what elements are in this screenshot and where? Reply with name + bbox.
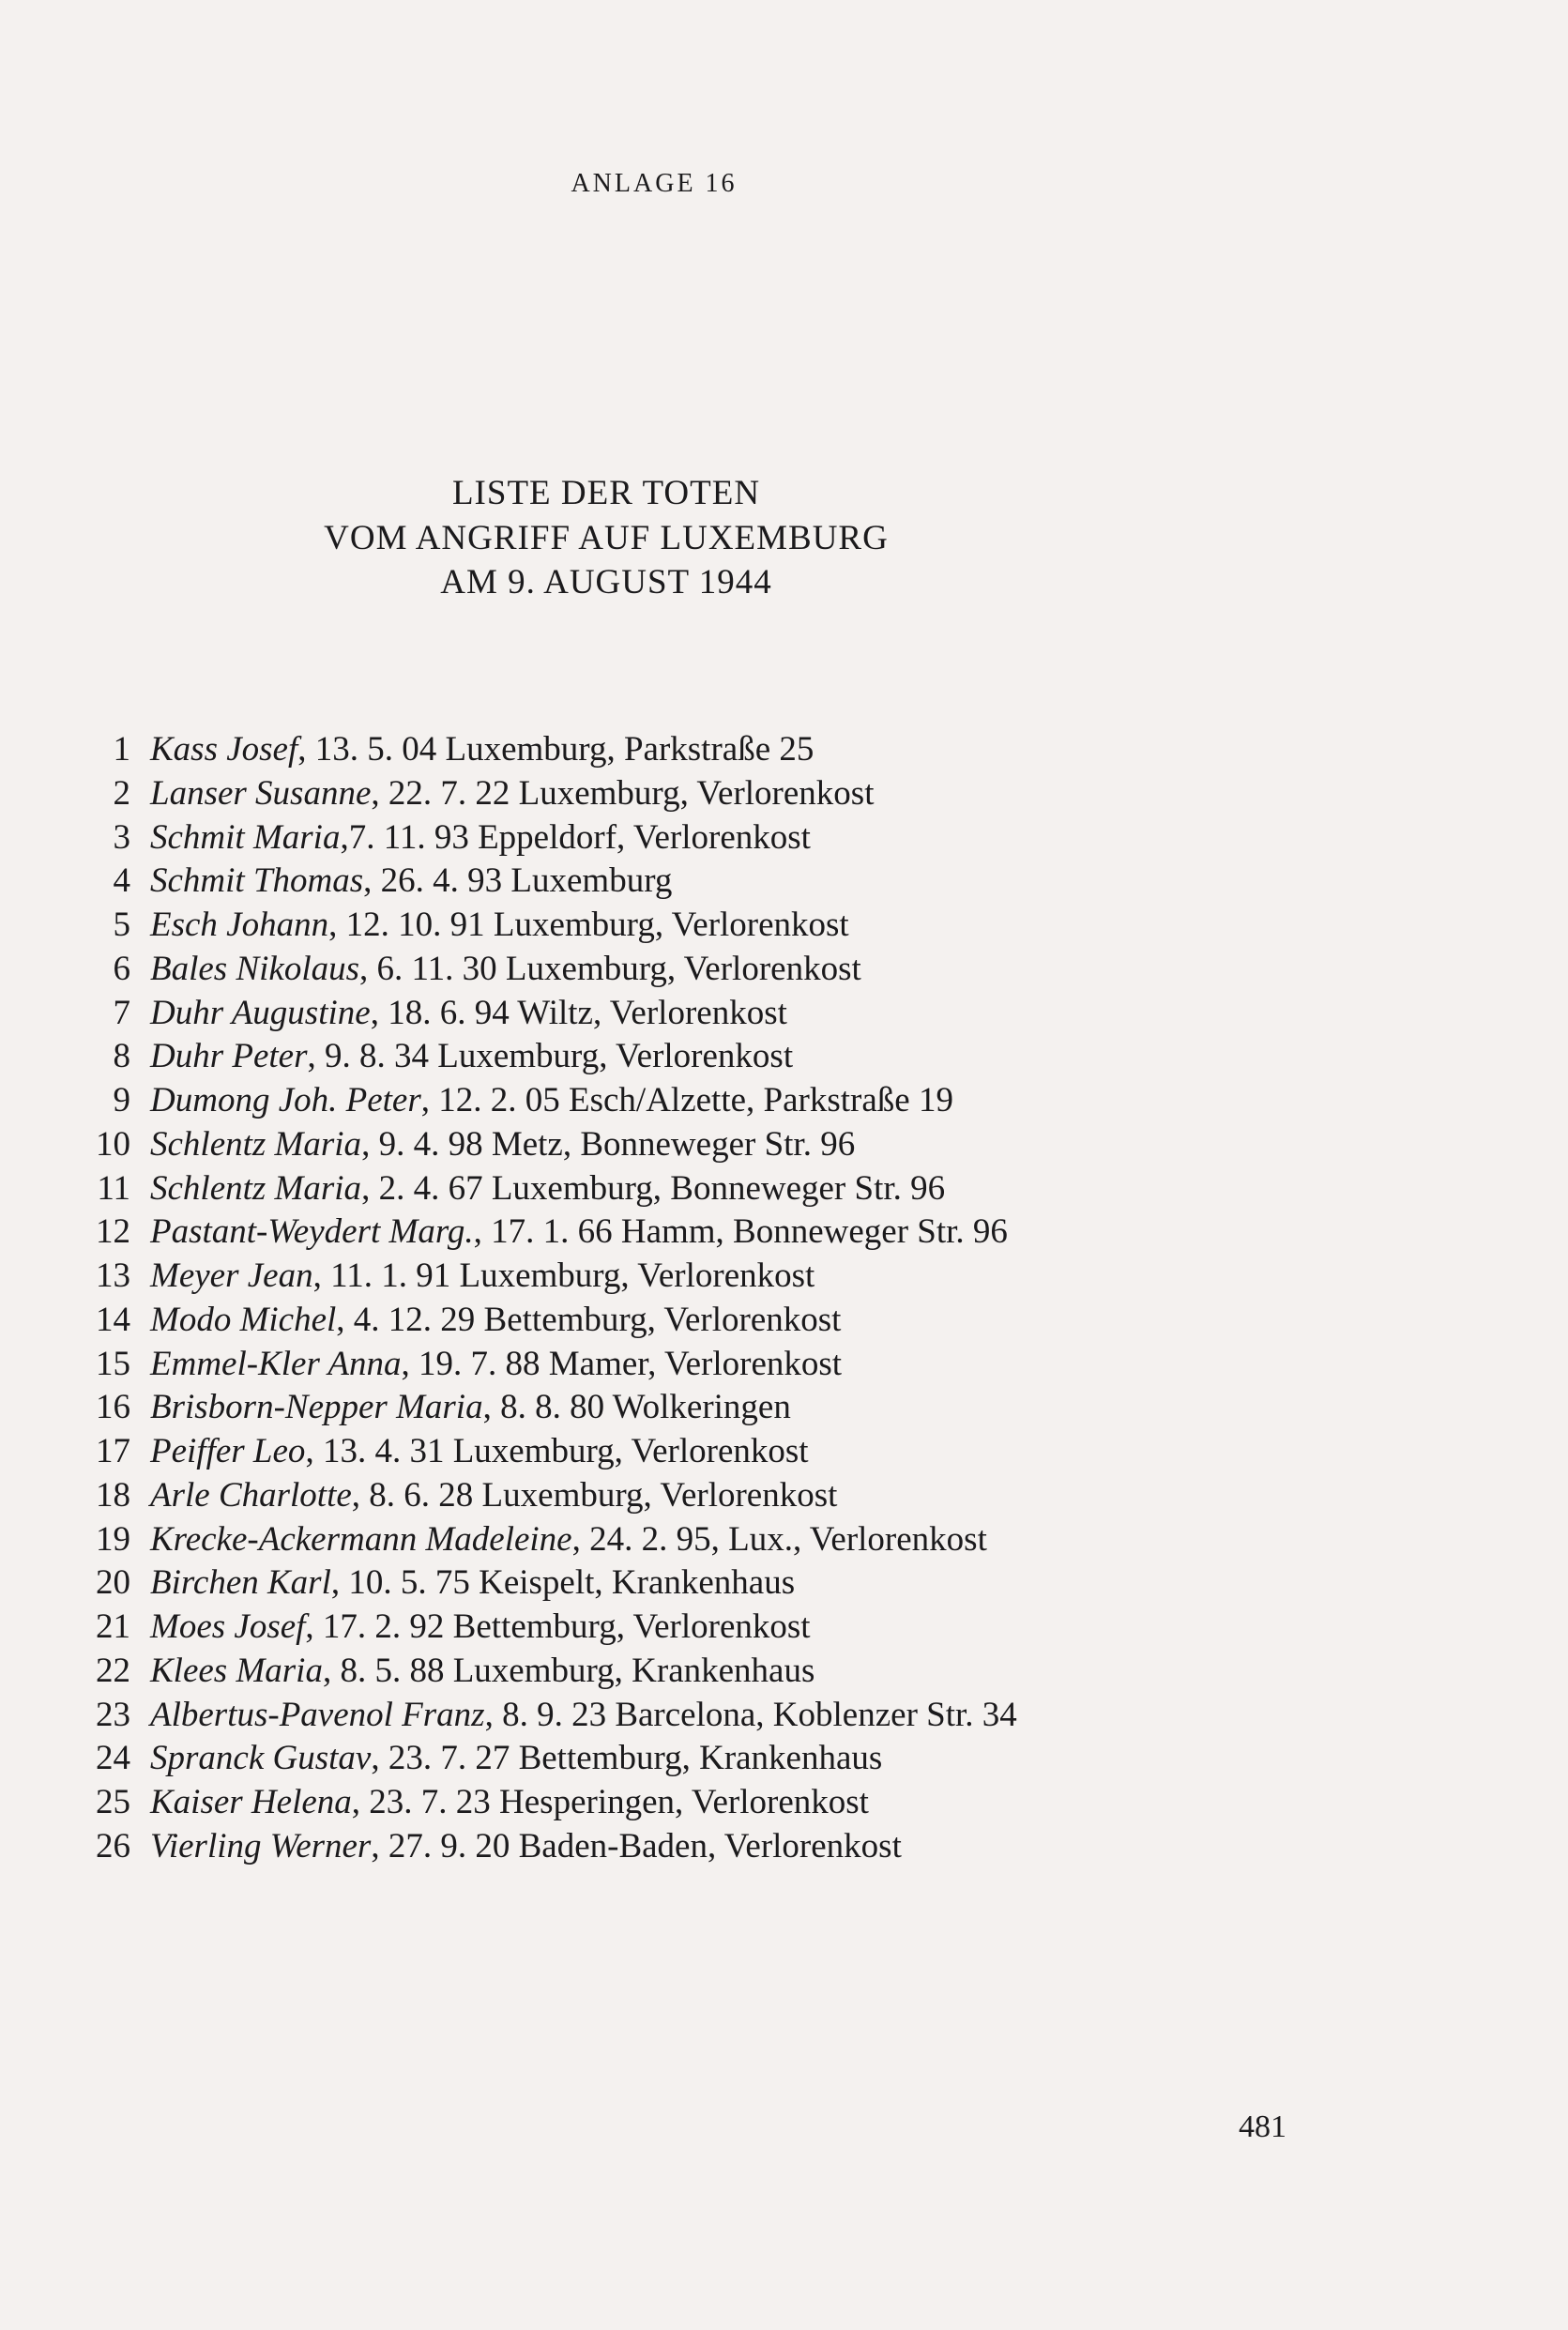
entry-details: , 17. 1. 66 Hamm, Bonneweger Str. 96 — [473, 1212, 1008, 1252]
entry-details: , 4. 12. 29 Bettemburg, Verlorenkost — [336, 1300, 842, 1339]
entry-text — [150, 1825, 902, 1869]
entry-name: Schlentz Maria — [150, 1168, 362, 1208]
annex-label: ANLAGE 16 — [571, 169, 738, 198]
entry-number: 21 — [96, 1607, 130, 1646]
entry-text — [150, 1430, 809, 1474]
entry-name: Duhr Peter — [150, 1037, 308, 1076]
entry-name: Duhr Augustine — [150, 993, 371, 1032]
entry-number: 15 — [96, 1344, 130, 1383]
entry-number: 7 — [113, 993, 130, 1032]
entry-name: Birchen Karl — [150, 1563, 331, 1603]
entry-text — [150, 816, 811, 860]
entry-details: , 11. 1. 91 Luxemburg, Verlorenkost — [312, 1256, 815, 1295]
entry-text — [150, 1035, 793, 1079]
list-item — [0, 1606, 1568, 1650]
entry-number: 11 — [97, 1168, 130, 1208]
casualty-list — [0, 728, 1568, 1869]
entry-details: , 12. 10. 91 Luxemburg, Verlorenkost — [328, 906, 849, 944]
entry-number: 17 — [96, 1432, 130, 1470]
entry-number: 20 — [96, 1563, 130, 1603]
list-item — [0, 1123, 1568, 1167]
entry-number: 26 — [96, 1826, 130, 1866]
entry-number: 9 — [113, 1081, 130, 1119]
entry-number: 18 — [96, 1475, 130, 1515]
entry-name: Arle Charlotte — [150, 1475, 352, 1515]
page-title — [0, 471, 1212, 605]
entry-name: Albertus-Pavenol Franz — [150, 1695, 485, 1734]
list-item — [0, 1167, 1568, 1211]
entry-number: 2 — [113, 773, 130, 813]
entry-text — [150, 728, 814, 772]
entry-name: Peiffer Leo — [150, 1432, 306, 1470]
entry-details: , 27. 9. 20 Baden-Baden, Verlorenkost — [371, 1826, 902, 1866]
list-item — [0, 1079, 1568, 1123]
entry-details: , 24. 2. 95, Lux., Verlorenkost — [571, 1519, 987, 1559]
entry-number: 8 — [113, 1037, 130, 1076]
entry-details: , 23. 7. 27 Bettemburg, Krankenhaus — [371, 1739, 883, 1778]
list-item — [0, 1825, 1568, 1869]
list-item — [0, 1386, 1568, 1430]
list-item — [0, 728, 1568, 772]
entry-details: , 9. 4. 98 Metz, Bonneweger Str. 96 — [361, 1124, 856, 1164]
entry-name: Schlentz Maria — [150, 1124, 362, 1164]
entry-number: 22 — [96, 1651, 130, 1690]
list-item — [0, 1561, 1568, 1606]
entry-details: , 26. 4. 93 Luxemburg — [363, 861, 673, 901]
list-item — [0, 1694, 1568, 1738]
entry-name: Bales Nikolaus — [150, 949, 360, 988]
list-item — [0, 1650, 1568, 1694]
list-item — [0, 1343, 1568, 1387]
entry-text — [150, 1650, 814, 1694]
entry-text — [150, 772, 874, 816]
entry-name: Spranck Gustav — [150, 1739, 372, 1778]
entry-name: Moes Josef — [150, 1607, 306, 1646]
entry-number: 10 — [96, 1124, 130, 1164]
entry-details: , 17. 2. 92 Bettemburg, Verlorenkost — [305, 1607, 811, 1646]
entry-text — [150, 1737, 882, 1781]
entry-text — [150, 1255, 814, 1299]
entry-name: Klees Maria — [150, 1651, 323, 1690]
list-item — [0, 1299, 1568, 1343]
entry-details: , 6. 11. 30 Luxemburg, Verlorenkost — [359, 949, 861, 988]
entry-text — [150, 1167, 945, 1211]
entry-number: 19 — [96, 1519, 130, 1559]
entry-name: Schmit Maria — [150, 817, 341, 857]
entry-details: , 10. 5. 75 Keispelt, Krankenhaus — [330, 1563, 796, 1603]
entry-number: 12 — [96, 1212, 130, 1252]
entry-details: , 8. 6. 28 Luxemburg, Verlorenkost — [351, 1475, 838, 1515]
entry-details: , 13. 4. 31 Luxemburg, Verlorenkost — [305, 1432, 809, 1470]
entry-text — [150, 1606, 811, 1650]
entry-text — [150, 1518, 987, 1562]
entry-number: 6 — [113, 949, 130, 988]
list-item — [0, 1211, 1568, 1255]
title-line-2: VOM ANGRIFF AUF LUXEMBURG — [324, 518, 889, 557]
entry-number: 1 — [113, 730, 130, 769]
list-item — [0, 1035, 1568, 1079]
entry-name: Kass Josef — [150, 730, 298, 769]
entry-name: Emmel-Kler Anna — [150, 1344, 402, 1383]
entry-details: , 13. 5. 04 Luxemburg, Parkstraße 25 — [297, 730, 814, 769]
entry-details: , 8. 5. 88 Luxemburg, Krankenhaus — [322, 1651, 815, 1690]
list-item — [0, 1255, 1568, 1299]
list-item — [0, 772, 1568, 816]
list-item — [0, 904, 1568, 948]
entry-text — [150, 1781, 869, 1825]
entry-text — [150, 1694, 1017, 1738]
entry-number: 16 — [96, 1388, 130, 1427]
entry-text — [150, 1211, 1008, 1255]
title-line-3: AM 9. AUGUST 1944 — [440, 563, 772, 602]
entry-name: Dumong Joh. Peter — [150, 1081, 421, 1119]
entry-name: Vierling Werner — [150, 1826, 372, 1866]
entry-text — [150, 1386, 791, 1430]
entry-number: 3 — [113, 817, 130, 857]
entry-number: 23 — [96, 1695, 130, 1734]
entry-name: Modo Michel — [150, 1300, 337, 1339]
entry-name: Lanser Susanne — [150, 773, 372, 813]
entry-details: , 2. 4. 67 Luxemburg, Bonneweger Str. 96 — [361, 1168, 946, 1208]
entry-number: 24 — [96, 1739, 130, 1778]
entry-text — [150, 904, 849, 948]
entry-details: , 9. 8. 34 Luxemburg, Verlorenkost — [307, 1037, 794, 1076]
entry-number: 14 — [96, 1300, 130, 1339]
entry-name: Krecke-Ackermann Madeleine — [150, 1519, 572, 1559]
entry-details: ,7. 11. 93 Eppeldorf, Verlorenkost — [340, 817, 811, 857]
entry-details: , 19. 7. 88 Mamer, Verlorenkost — [401, 1344, 843, 1383]
list-item — [0, 992, 1568, 1036]
entry-number: 25 — [96, 1783, 130, 1821]
entry-text — [150, 992, 787, 1036]
entry-number: 13 — [96, 1256, 130, 1295]
entry-name: Meyer Jean — [150, 1256, 313, 1295]
entry-details: , 8. 9. 23 Barcelona, Koblenzer Str. 34 — [484, 1695, 1017, 1734]
entry-name: Esch Johann — [150, 906, 329, 944]
list-item — [0, 1518, 1568, 1562]
entry-text — [150, 1123, 855, 1167]
entry-name: Pastant-Weydert Marg. — [150, 1212, 474, 1252]
page-number: 481 — [1239, 2109, 1286, 2144]
entry-details: , 8. 8. 80 Wolkeringen — [482, 1388, 791, 1427]
list-item — [0, 1737, 1568, 1781]
entry-name: Brisborn-Nepper Maria — [150, 1388, 483, 1427]
entry-name: Schmit Thomas — [150, 861, 364, 901]
entry-details: , 23. 7. 23 Hesperingen, Verlorenkost — [351, 1783, 869, 1821]
list-item — [0, 1781, 1568, 1825]
entry-text — [150, 948, 861, 992]
entry-details: , 18. 6. 94 Wiltz, Verlorenkost — [370, 993, 787, 1032]
entry-text — [150, 1343, 842, 1387]
list-item — [0, 1430, 1568, 1474]
list-item — [0, 948, 1568, 992]
entry-text — [150, 1299, 841, 1343]
list-item — [0, 860, 1568, 904]
entry-number: 5 — [113, 906, 130, 944]
entry-number: 4 — [113, 861, 130, 901]
entry-text — [150, 1474, 837, 1518]
entry-details: , 22. 7. 22 Luxemburg, Verlorenkost — [371, 773, 875, 813]
entry-text — [150, 860, 672, 904]
entry-text — [150, 1561, 795, 1606]
list-item — [0, 816, 1568, 860]
entry-details: , 12. 2. 05 Esch/Alzette, Parkstraße 19 — [420, 1081, 953, 1119]
entry-name: Kaiser Helena — [150, 1783, 352, 1821]
title-line-1: LISTE DER TOTEN — [451, 474, 761, 512]
entry-text — [150, 1079, 953, 1123]
list-item — [0, 1474, 1568, 1518]
